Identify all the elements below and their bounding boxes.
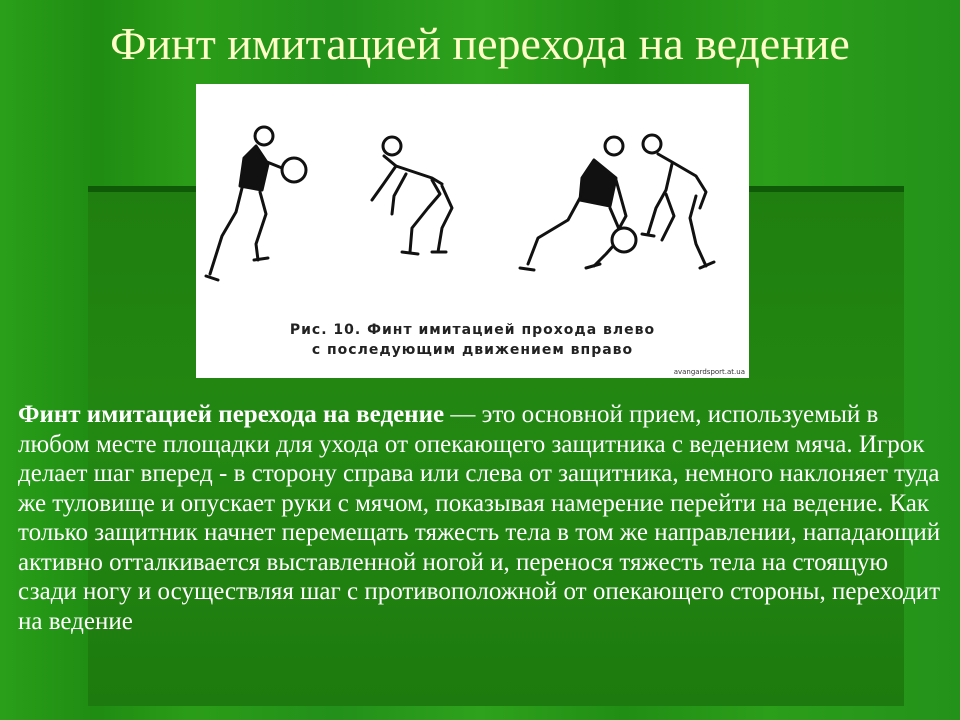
figure-caption	[196, 320, 749, 360]
slide-title: Финт имитацией перехода на ведение	[110, 18, 850, 69]
watermark: avangardsport.at.ua	[673, 368, 745, 376]
body-description: — это основной прием, используемый в любом месте площадки для ухода от опекающего защитника с ведением мяча. Игрок делает шаг вперед - в сторону справа или слева от защитника, немного наклоняет туда же туловище и опускает руки с мячом, показывая намерение перейти на ведение. Как только защитник начнет перемещать тяжесть тела в том же направлении, нападающий активно отталкивается выставленной ногой и, перенося тяжесть тела на стоящую сзади ногу и осуществляя шаг с противоположной от опекающего стороны, переходит на ведение	[18, 401, 941, 635]
player-1-drawing	[206, 127, 306, 280]
player-4-drawing	[642, 135, 714, 268]
illustration-figure	[196, 84, 749, 378]
caption-line-2: с последующим движением вправо	[311, 342, 634, 358]
caption-line-1: Рис. 10. Финт имитацией прохода влево	[289, 322, 656, 338]
player-2-drawing	[372, 137, 452, 254]
body-paragraph	[18, 400, 948, 636]
body-term: Финт имитацией перехода на ведение	[18, 401, 445, 428]
player-3-drawing	[520, 137, 636, 270]
